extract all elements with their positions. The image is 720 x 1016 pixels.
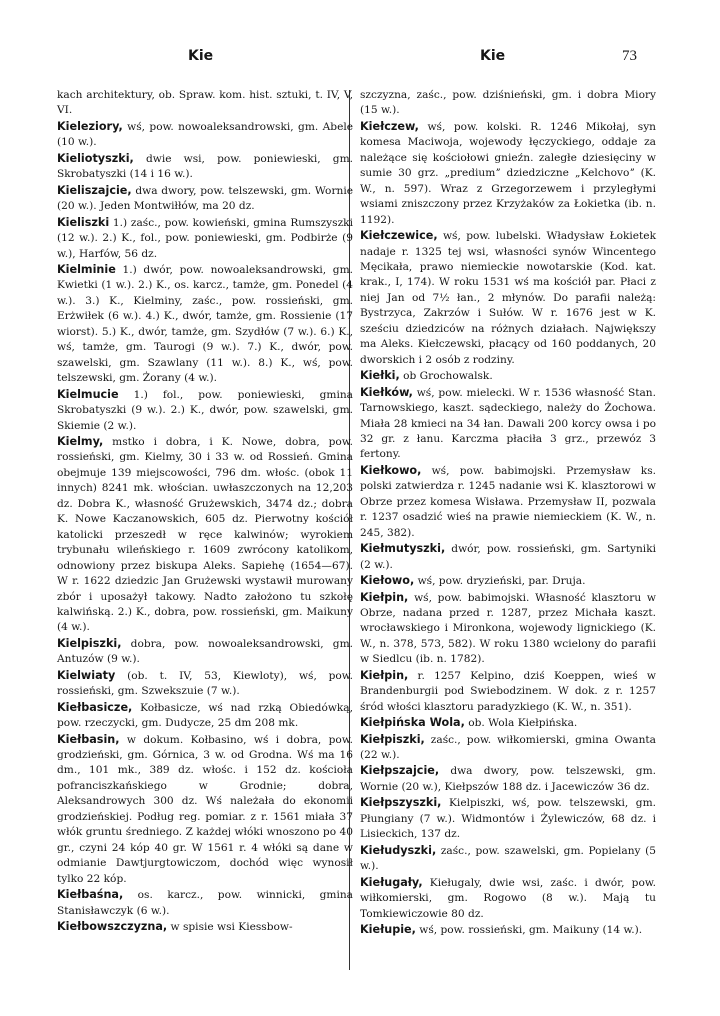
entry-text: wś, pow. dryzieński, par. Druja.: [414, 575, 586, 588]
entry-text: wś, pow. babimojski. Własność klasztoru w Obrze, nadana przed r. 1287, przez Michała kaszt. wrocławskiego i Mironkona, wojewody lignickiego (K. W., n. 378, 573, 582). W roku 1380 wcielony do parafii w Siedlcu (ib. n. 1782).: [360, 591, 656, 666]
entry-headword: Kiełbowszczyzna,: [57, 920, 168, 934]
dictionary-entry: [57, 732, 353, 888]
entry-headword: Kielminie: [57, 262, 116, 276]
dictionary-entry: [360, 922, 656, 938]
dictionary-entry: [57, 636, 353, 668]
right-running-head: Kie: [480, 48, 506, 64]
running-header: [0, 48, 720, 68]
entry-headword: Kieługały,: [360, 875, 423, 889]
entry-text: dwie wsi, pow. poniewieski, gm. Skrobatyszki (14 i 16 w.).: [57, 152, 353, 181]
dictionary-entry: [360, 119, 656, 228]
dictionary-entry: [360, 875, 656, 922]
entry-text: wś, pow. kolski. R. 1246 Mikołaj, syn komesa Maciwoja, wojewody łęczyckiego, oddaje za należące się kościołowi gnieźn. zaległe dziesięciny w sumie 30 grz. „prediumˮ dziedziczne „Kelchovoˮ (K. W., n. 597). Wraz z Grzegorzewem i przyległymi wsiami zniszczony przez Krzyżaków za Łokietka (ib. n. 1192).: [360, 120, 656, 226]
entry-text: zaśc., pow. wiłkomierski, gmina Owanta (22 w.).: [360, 733, 656, 762]
entry-headword: Kiełowo,: [360, 574, 415, 588]
entry-text: wś, pow. lubelski. Władysław Łokietek nadaje r. 1325 tej wsi, własności synów Wincentego Męcikała, prawo niemieckie nowotarskie (Kod. kat. krak., I, 174). W roku 1531 wś ma kościół par. Płaci z niej Jan od 7½ łan., 2 młynów. Do parafii należą: Bystrzyca, Zakrzów i Sułów. W r. 1676 jest w K. sześciu dziedziców na różnych działach. Największy ma Aleks. Kiełczewski, płacący od 160 poddanych, 20 dworskich i 2 osób z rodziny.: [360, 230, 656, 366]
dictionary-entry: [360, 590, 656, 668]
entry-text: mstko i dobra, i K. Nowe, dobra, pow. rossieński, gm. Kielmy, 30 i 33 w. od Rossień. Gmina obejmuje 139 miejscowości, 796 dm. włośc. (obok 11 innych) 8241 mk. włościan. uwłaszczonych na 12,203 dz. Dobra K., własność Grużewskich, 3474 dz.; dobra K. Nowe Kaczanowskich, 605 dz. Pierwotny kościół katolicki przeszedł w ręce kalwinów; wyrokiem trybunału wileńskiego r. 1609 zwrócony katolikom, odnowiony przez biskupa Aleks. Sapiehę (1654—67). W r. 1622 dziedzic Jan Grużewski wystawił murowany zbór i uposażył takowy. Nadto założono tu szkołę kalwińską. 2.) K., dobra, pow. rossieński, gm. Maikuny (4 w.).: [57, 435, 353, 634]
entry-headword: Kiełczewice,: [360, 229, 438, 243]
entry-text: (ob. t. IV, 53, Kiewloty), wś, pow. rossieński, gm. Szwekszuie (7 w.).: [57, 669, 353, 698]
dictionary-entry: [57, 887, 353, 919]
entry-text: w dokum. Kołbasino, wś i dobra, pow. grodzieński, gm. Górnica, 3 w. od Grodna. Wś ma 16 dm., 101 mk., 389 dz. włośc. i 152 dz. kościoła pofranciszkańskiego w Grodnie; dobra, Aleksandrowych 300 dz. Wś należała do ekonomii grodzieńskiej. Podług reg. pomiar. z r. 1561 miała 37 włók gruntu średniego. Z każdej włóki wnoszono po 40 gr., czyni 24 kóp 40 gr. W 1561 r. 4 włóki są dane w odmianie Dawtjurgtowiczom, dochód więc wynosił tylko 22 kóp.: [57, 733, 353, 885]
dictionary-entry: [57, 919, 353, 935]
right-column: [360, 88, 656, 938]
entry-text: kach architektury, ob. Spraw. kom. hist. sztuki, t. IV, V, VI.: [57, 89, 353, 117]
entry-headword: Kiełmutyszki,: [360, 542, 446, 556]
entry-headword: Kiełpiszki,: [360, 732, 425, 746]
entry-headword: Kielwiaty: [57, 668, 116, 682]
entry-headword: Kiełpszajcie,: [360, 764, 440, 778]
entry-text: zaśc., pow. szawelski, gm. Popielany (5 w.).: [360, 844, 656, 873]
left-column: [57, 88, 353, 935]
entry-text: dwa dwory, pow. telszewski, gm. Wornie (20 w.). Jeden Montwiłłów, ma 20 dz.: [57, 184, 353, 213]
entry-text: dobra, pow. nowoaleksandrowski, gm. Antuzów (9 w.).: [57, 637, 353, 666]
entry-headword: Kieliszajcie,: [57, 183, 132, 197]
page-number: 73: [622, 48, 637, 64]
entry-text: 1.) zaśc., pow. kowieński, gmina Rumszyszki (12 w.). 2.) K., fol., pow. poniewieski, gm. Podbirże (9 w.), Harfów, 56 dz.: [57, 216, 353, 260]
dictionary-entry: [360, 843, 656, 875]
entry-text: Kielpiszki, wś, pow. telszewski, gm. Płungiany (7 w.). Widmontów i Żylewiczów, 68 dz. i Lisieckich, 137 dz.: [360, 797, 656, 841]
dictionary-entry: [57, 262, 353, 387]
entry-text: 1.) fol., pow. poniewieski, gmina Skrobatyszki (9 w.). 2.) K., dwór, pow. szawelski, gm. Skiemie (2 w.).: [57, 388, 353, 432]
entry-headword: Kiełczew,: [360, 119, 419, 133]
entry-headword: Kiełpin,: [360, 668, 409, 682]
entry-headword: Kiełudyszki,: [360, 843, 437, 857]
entry-text: wś, pow. mielecki. W r. 1536 własność Stan. Tarnowskiego, kaszt. sądeckiego, należy do Żochowa. Miała 28 kmieci na 34 łan. Dawali 200 korcy owsa i po 32 gr. z łanu. Karczma płaciła 3 grz., przewóz 3 fertony.: [360, 386, 656, 461]
dictionary-entry: [360, 763, 656, 795]
entry-headword: Kielmucie: [57, 387, 119, 401]
dictionary-entry: [360, 88, 656, 119]
dictionary-entry: [57, 183, 353, 215]
left-running-head: Kie: [188, 48, 214, 64]
dictionary-entry: [57, 215, 353, 262]
dictionary-entry: [57, 151, 353, 183]
entry-text: szczyzna, zaśc., pow. dziśnieński, gm. i dobra Miory (15 w.).: [360, 89, 656, 117]
entry-headword: Kiełpszyszki,: [360, 796, 442, 810]
entry-text: wś, pow. nowoaleksandrowski, gm. Abele (10 w.).: [57, 120, 353, 149]
dictionary-entry: [360, 541, 656, 573]
entry-text: Kieługaly, dwie wsi, zaśc. i dwór, pow. wiłkomierski, gm. Rogowo (8 w.). Mają tu Tomkiewiczowie 80 dz.: [360, 876, 656, 920]
dictionary-entry: [360, 795, 656, 842]
entry-headword: Kiełupie,: [360, 923, 416, 937]
dictionary-entry: [360, 463, 656, 541]
entry-text: dwór, pow. rossieński, gm. Sartyniki (2 w.).: [360, 543, 656, 571]
entry-headword: Kieliszki: [57, 215, 110, 229]
dictionary-entry: [360, 573, 656, 589]
dictionary-entry: [57, 119, 353, 151]
dictionary-entry: [57, 434, 353, 636]
entry-text: wś, pow. babimojski. Przemysław ks. polski zatwierdza r. 1245 nadanie wsi K. klasztorowi w Obrze przez komesa Wisława. Przemysław II, pozwala r. 1237 osadzić wieś na prawie niemieckiem (K. W., n. 245, 382).: [360, 464, 656, 539]
entry-headword: Kielmy,: [57, 434, 104, 448]
entry-text: Kołbasicze, wś nad rzką Obiedówką, pow. rzeczycki, gm. Dudycze, 25 dm 208 mk.: [57, 701, 353, 730]
dictionary-entry: [360, 732, 656, 764]
dictionary-entry: [360, 715, 656, 731]
entry-headword: Kieleziory,: [57, 119, 123, 133]
entry-text: 1.) dwór, pow. nowoaleksandrowski, gm. Kwietki (1 w.). 2.) K., os. karcz., tamże, gm. Ponedel (4 w.). 3.) K., Kielminy, zaśc., pow. rossieński, gm. Erżwiłek (6 w.). 4.) K., dwór, tamże, gm. Rossienie (17 wiorst). 5.) K., dwór, tamże, gm. Szydłów (7 w.). 6.) K., wś, tamże, gm. Taurogi (9 w.). 7.) K., dwór, pow. szawelski, gm. Szawlany (11 w.). 8.) K., wś, pow. telszewski, gm. Żorany (4 w.).: [57, 263, 353, 385]
dictionary-entry: [57, 700, 353, 732]
entry-text: ob. Wola Kiełpińska.: [464, 717, 578, 730]
entry-headword: Kiełków,: [360, 385, 413, 399]
dictionary-entry: [360, 668, 656, 715]
entry-text: os. karcz., pow. winnicki, gmina Stanisławczyk (6 w.).: [57, 889, 353, 917]
entry-headword: Kiełbasin,: [57, 732, 120, 746]
entry-headword: Kiełkowo,: [360, 463, 422, 477]
entry-headword: Kielpiszki,: [57, 636, 122, 650]
dictionary-entry: [360, 228, 656, 368]
entry-text: ob Grochowalsk.: [399, 370, 493, 383]
dictionary-entry: [360, 385, 656, 463]
entry-text: dwa dwory, pow. telszewski, gm. Wornie (20 w.), Kiełpszów 188 dz. i Jacewiczów 36 dz.: [360, 765, 656, 793]
entry-headword: Kiełpińska Wola,: [360, 716, 465, 730]
entry-text: w spisie wsi Kiessbow-: [167, 921, 293, 934]
dictionary-entry: [57, 88, 353, 119]
entry-text: r. 1257 Kelpino, dziś Koeppen, wieś w Brandenburgii pod Swiebodzinem. W dok. z r. 1257 śród włości klasztoru paradyzkiego (K. W., n. 351).: [360, 669, 656, 713]
entry-text: wś, pow. rossieński, gm. Maikuny (14 w.).: [415, 924, 643, 937]
dictionary-entry: [57, 668, 353, 700]
dictionary-entry: [57, 387, 353, 434]
entry-headword: Kiełbasicze,: [57, 700, 133, 714]
entry-headword: Kiełki,: [360, 369, 400, 383]
dictionary-entry: [360, 368, 656, 384]
entry-headword: Kiełbaśna,: [57, 888, 124, 902]
entry-headword: Kiełpin,: [360, 590, 409, 604]
entry-headword: Kieliotyszki,: [57, 151, 134, 165]
